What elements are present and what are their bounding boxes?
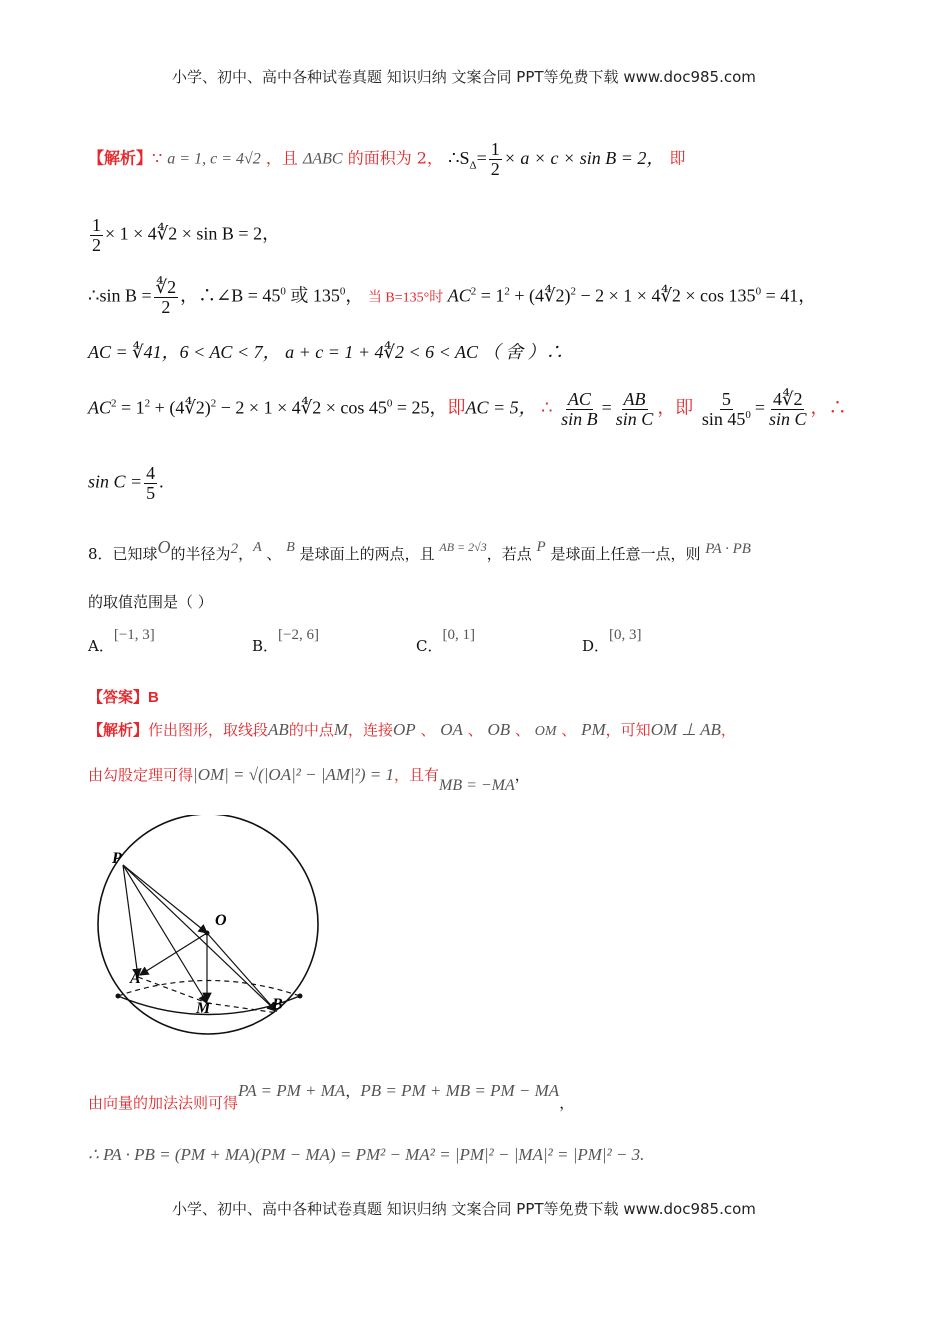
page-header: 小学、初中、高中各种试卷真题 知识归纳 文案合同 PPT等免费下载 www.doc985.com	[172, 68, 756, 86]
answer-tag: 【答案】	[88, 688, 149, 706]
sep: ，	[514, 766, 530, 784]
option-value: [−1, 3]	[113, 627, 155, 643]
seg-op: OP	[393, 720, 416, 739]
sep: ，	[345, 1082, 361, 1100]
frac-den: sin 45	[701, 408, 746, 429]
area-formula-lhs: ∴S	[448, 147, 470, 168]
q-text: 是球面上任意一点，则	[550, 545, 701, 563]
om-length: |OM| = √(|OA|² − |AM|²) = 1	[193, 765, 394, 784]
eq-part: + (4∜2)	[150, 397, 211, 418]
sphere-figure	[90, 815, 330, 1040]
dot-product: PA · PB	[705, 541, 751, 557]
option-label: C．	[416, 637, 443, 655]
sol-text: 由向量的加法法则可得	[88, 1094, 239, 1112]
eq-part: = 41，	[761, 285, 817, 306]
given-values: a = 1, c = 4√2	[167, 150, 261, 168]
frac-num: 1	[92, 215, 101, 235]
ac-range: AC = ∜41，6 < AC < 7，	[88, 342, 281, 362]
eq-part: − 2 × 1 × 4∜2 × cos 135	[575, 285, 756, 306]
ac-label: AC	[88, 397, 112, 418]
option-value: [0, 1]	[442, 627, 475, 643]
eq-part: − 2 × 1 × 4∜2 × cos 45	[216, 397, 387, 418]
vector-oa	[140, 933, 207, 975]
frac-den: 5	[146, 482, 156, 503]
deg-sup: 0	[339, 285, 346, 298]
discard-text: （ 舍 ）∴	[482, 342, 564, 362]
frac-num: 5	[721, 389, 731, 409]
ab-length: AB = 2√3	[439, 540, 487, 554]
deg-sup: 0	[745, 408, 751, 421]
deg-sup: 0	[280, 285, 286, 298]
frac-num: AC	[567, 389, 591, 409]
eq-part: = 25，	[392, 397, 448, 418]
sep: 、	[514, 721, 530, 739]
frac-num: 4	[146, 463, 156, 483]
ji-text: 即	[447, 397, 466, 418]
option-value: [0, 3]	[609, 627, 642, 643]
final-line: ∴ PA · PB = (PM + MA)(PM − MA) = PM² − MA² = |PM|² − |MA|² = |PM|² − 3.	[88, 1145, 645, 1164]
sep: 、	[467, 721, 483, 739]
label-m: M	[196, 1000, 211, 1017]
area-formula-rhs: × a × c × sin B = 2，	[503, 147, 665, 168]
sep: ，	[559, 1094, 575, 1112]
option-label: B．	[252, 637, 279, 655]
mb-relation: MB = −MA	[438, 777, 515, 794]
comma: ，	[345, 285, 364, 306]
label-a: A	[130, 970, 141, 987]
solution-line-4	[88, 338, 563, 364]
eq-part: = 1	[476, 285, 505, 306]
page-footer: 小学、初中、高中各种试卷真题 知识归纳 文案合同 PPT等免费下载 www.doc985.com	[172, 1200, 756, 1218]
q-text: 是球面上的两点，且	[299, 545, 435, 563]
solution-line-3: ∴sin B = $\frac{∜2}{2}$ ，∴∠B = $45^0$ 或 $135^0$， 当 B=135°时 $AC^2 = 1^2$ + (4∜2)$^2$ − 2 × 1 × 4∜2 × $\cos 135^0 = 41$，	[88, 277, 817, 317]
question-number: 8．已知球	[88, 545, 158, 563]
q-text: 、	[266, 545, 282, 563]
answer-line	[88, 686, 159, 707]
pb-expression: PB = PM + MB = PM − MA	[360, 1081, 560, 1100]
var-p: P	[536, 539, 546, 555]
sinB-lhs: ∴sin B =	[88, 285, 152, 306]
equator-back	[118, 981, 300, 997]
frac-den: 2	[490, 158, 500, 179]
ji-text: 即	[669, 148, 686, 168]
point-m: M	[333, 720, 348, 739]
option-label: D．	[582, 637, 610, 655]
sol-text: ，可知	[605, 721, 651, 739]
seg-om: OM	[534, 724, 557, 739]
sol-text: 由勾股定理可得	[88, 766, 194, 784]
triangle-label: ΔABC	[302, 150, 343, 168]
frac-den: sin B	[561, 408, 598, 429]
frac-den: sin C	[615, 408, 654, 429]
var-b: B	[286, 540, 295, 555]
vector-ob	[207, 933, 276, 1011]
option-a[interactable]	[88, 625, 155, 656]
perp-relation: OM ⊥ AB	[650, 720, 721, 739]
sol-text: 作出图形，取线段	[148, 721, 269, 739]
therefore: ∴	[541, 397, 553, 418]
line2-rest: × 1 × 4∜2 × sin B = 2，	[105, 223, 281, 244]
pa-expression: PA = PM + MA	[238, 1081, 346, 1100]
q-text: 的半径为	[170, 545, 231, 563]
seg-oa: OA	[440, 720, 463, 739]
eq-part: + (4∜2)	[509, 285, 571, 306]
frac-num: ∜2	[155, 277, 177, 297]
option-label: A．	[88, 637, 114, 655]
radius-value: 2	[230, 541, 239, 557]
option-c[interactable]	[416, 625, 475, 656]
sol-text: ，连接	[348, 721, 394, 739]
solution-line-5: $AC^2 = 1^2$ + (4∜2)$^2$ − 2 × 1 × 4∜2 × $\cos 45^0 = 25$，即AC = 5， ∴ $\frac{AC}{\text{sin B}}$ = $\frac{AB}{\text{sin C}}$ ，即 $\frac{5}{\sin 45^0}$ = $\frac{4∜2}{\text{sin C}}$ ，∴	[88, 389, 847, 429]
sep: 、	[561, 721, 577, 739]
area-text: 的面积为 2，	[347, 148, 443, 168]
analysis-tag: 【解析】	[88, 721, 149, 739]
vector-line	[88, 1080, 574, 1113]
frac-num: 4∜2	[773, 389, 803, 409]
frac-den: sin C	[768, 408, 807, 429]
angle-text: ，∴∠B = 45	[180, 285, 281, 306]
question-8-line-1	[88, 537, 751, 564]
option-value: [−2, 6]	[278, 627, 319, 643]
therefore: ，∴	[810, 397, 847, 418]
seg-pm: PM	[581, 720, 606, 739]
var-o: O	[157, 537, 171, 557]
when-text: 当 B=135°时	[367, 290, 444, 306]
ji-text: ，即	[657, 397, 694, 418]
or-text: 或 135	[285, 285, 340, 306]
analysis-tag: 【解析】	[88, 148, 153, 168]
answer-value: B	[148, 689, 159, 706]
sep: 、	[420, 721, 436, 739]
seg-ob: OB	[487, 720, 511, 739]
vector-po	[123, 865, 207, 933]
and-text: ，且	[265, 148, 298, 168]
ac-value: AC = 5，	[465, 397, 537, 418]
q-text: ，	[238, 545, 254, 563]
seg-ab: AB	[268, 720, 289, 739]
label-p: P	[112, 850, 122, 867]
q-text: ，若点	[486, 545, 532, 563]
option-b[interactable]	[252, 625, 319, 656]
option-d[interactable]	[582, 625, 642, 656]
area-subscript: Δ	[469, 159, 477, 172]
solution-line-6	[88, 464, 164, 503]
frac-num: AB	[623, 389, 646, 409]
sum-compare: a + c = 1 + 4∜2 < 6 < AC	[285, 342, 478, 362]
solution-q8-line-1	[88, 719, 736, 740]
vector-pa	[123, 865, 138, 977]
sol-text: ，且有	[393, 766, 439, 784]
label-o: O	[215, 912, 227, 929]
frac-den: 2	[161, 296, 171, 317]
frac-den: 2	[92, 234, 101, 255]
sep: ，	[720, 721, 736, 739]
solution-line-1: 【解析】∵ a = 1, c = 4√2 ，且 ΔABC 的面积为 2， $\therefore S_\Delta=$ $\frac{1}{2}$ × a × c × sin B = 2， 即	[88, 139, 686, 179]
period: .	[159, 471, 164, 492]
eq-part: = 1	[116, 397, 145, 418]
solution-line-2	[88, 216, 280, 255]
frac-num: 1	[490, 139, 500, 159]
sol-text: 的中点	[288, 721, 334, 739]
ac-label: AC	[447, 285, 471, 306]
var-a: A	[253, 540, 262, 555]
sinC-lhs: sin C =	[88, 471, 143, 492]
label-b: B	[272, 996, 283, 1013]
solution-q8-line-2	[88, 764, 530, 795]
question-8-line-2: 的取值范围是（ ）	[88, 593, 213, 611]
